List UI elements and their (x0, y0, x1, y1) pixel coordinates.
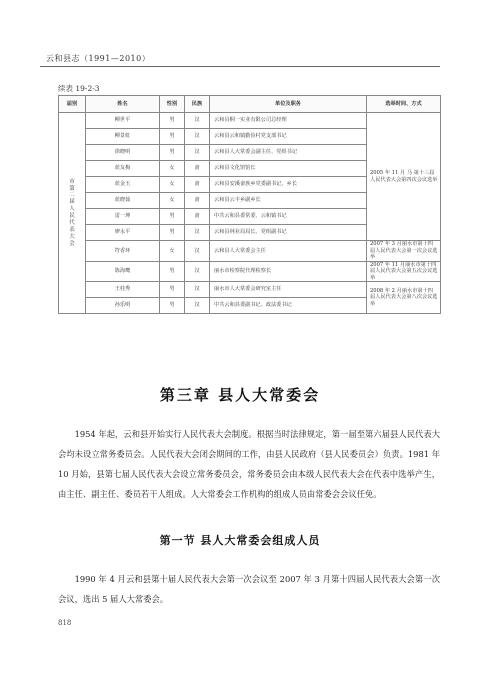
election-cell: 2007 年 11 月丽水市第十四届人民代表大会第五次会议选举 (367, 261, 441, 282)
unit-cell: 云和县林业局局长、党组副书记 (210, 225, 367, 241)
name-cell: 蓝金玉 (86, 177, 160, 193)
unit-cell: 云和县云丰乡副乡长 (210, 193, 367, 209)
ethnicity-cell: 汉 (185, 113, 210, 129)
unit-cell: 云和县文化馆馆长 (210, 161, 367, 177)
election-cell: 2007 年 3 月丽水市第十四届人民代表大会第一次会议选举 (367, 241, 441, 262)
name-cell: 廖永平 (86, 225, 160, 241)
unit-cell: 云和县人大常委会主任 (210, 241, 367, 262)
name-cell: 孙乐明 (86, 298, 160, 314)
session-cell: 市 第 二 届 人 民 代 表 大 会 (59, 113, 86, 314)
gender-cell: 男 (160, 209, 185, 225)
ethnicity-cell: 汉 (185, 145, 210, 161)
ethnicity-cell: 汉 (185, 225, 210, 241)
column-header: 姓名 (86, 96, 160, 113)
unit-cell: 云和县桐一实业有限公司总经理 (210, 113, 367, 129)
ethnicity-cell: 畲 (185, 177, 210, 193)
unit-cell: 中共云和县委常委、云和镇书记 (210, 209, 367, 225)
column-header: 选举时间、方式 (367, 96, 441, 113)
column-header: 单位及职务 (210, 96, 367, 113)
gender-cell: 男 (160, 282, 185, 298)
ethnicity-cell: 汉 (185, 241, 210, 262)
name-cell: 柳世平 (86, 113, 160, 129)
table-header-row (59, 96, 441, 113)
name-cell: 符香环 (86, 241, 160, 262)
header-rule (40, 66, 440, 67)
name-cell: 蓝晓茹 (86, 193, 160, 209)
body-paragraph: 1990 年 4 月云和县第十届人民代表大会第一次会议至 2007 年 3 月第十四届人民代表大会第一次会议，选出 5 届人大常委会。 (58, 574, 440, 604)
running-header: 云和县志（1991—2010） (46, 54, 151, 63)
ethnicity-cell: 畲 (185, 193, 210, 209)
gender-cell: 男 (160, 298, 185, 314)
gender-cell: 男 (160, 225, 185, 241)
gender-cell: 男 (160, 145, 185, 161)
ethnicity-cell: 畲 (185, 161, 210, 177)
name-cell: 蓝友梅 (86, 161, 160, 177)
ethnicity-cell: 汉 (185, 129, 210, 145)
name-cell: 徐晓明 (86, 145, 160, 161)
gender-cell: 男 (160, 129, 185, 145)
unit-cell: 云和县人大常委会副主任、党组书记 (210, 145, 367, 161)
name-cell: 陈海鹰 (86, 261, 160, 282)
table-caption: 续表 19-2-3 (58, 84, 100, 93)
column-header: 届别 (59, 96, 86, 113)
name-cell: 王桂秀 (86, 282, 160, 298)
gender-cell: 男 (160, 261, 185, 282)
unit-cell: 丽水市人大常委会研究室主任 (210, 282, 367, 298)
ethnicity-cell: 畲 (185, 209, 210, 225)
election-cell: 2008 年 2 月丽水市第十四届人民代表大会第八次会议选举 (367, 282, 441, 314)
column-header: 性别 (160, 96, 185, 113)
name-cell: 柳景虹 (86, 129, 160, 145)
unit-cell: 云和县云和镇勤俭村党支部书记 (210, 129, 367, 145)
members-table (58, 95, 441, 314)
section-title: 第一节 县人大常委会组成人员 (159, 534, 321, 547)
table-row (59, 113, 441, 129)
column-header: 民族 (185, 96, 210, 113)
gender-cell: 女 (160, 193, 185, 209)
gender-cell: 女 (160, 177, 185, 193)
ethnicity-cell: 汉 (185, 282, 210, 298)
page-number: 818 (58, 619, 72, 627)
chapter-title: 第三章 县人大常委会 (159, 386, 321, 404)
table-row (59, 241, 441, 262)
unit-cell: 中共云和县委副书记、政法委书记 (210, 298, 367, 314)
ethnicity-cell: 汉 (185, 298, 210, 314)
ethnicity-cell: 汉 (185, 261, 210, 282)
gender-cell: 男 (160, 113, 185, 129)
name-cell: 雷一坤 (86, 209, 160, 225)
gender-cell: 女 (160, 161, 185, 177)
table-row (59, 261, 441, 282)
unit-cell: 云和县安溪畲族乡党委副书记、乡长 (210, 177, 367, 193)
unit-cell: 丽水市检察院代理检察长 (210, 261, 367, 282)
table-row (59, 282, 441, 298)
body-paragraph: 1954 年起，云和县开始实行人民代表大会制度。根据当时法律规定，第一届至第六届县人民代表大会均未设立常务委员会。人民代表大会闭会期间的工作，由县人民政府（县人民委员会）负责。1981 年 10 月始，县第七届人民代表大会设立常务委员会，常务委员会由本级人民代表大会在代表中选举产生，由主任、副主任、委员若干人组成。人大常委会工作机构的组成人员由常委会会议任免。 (58, 429, 440, 499)
election-cell: 2005 年 11 月 马 第十三届人民代表大会第四次会议选举 (367, 113, 441, 241)
gender-cell: 女 (160, 241, 185, 262)
